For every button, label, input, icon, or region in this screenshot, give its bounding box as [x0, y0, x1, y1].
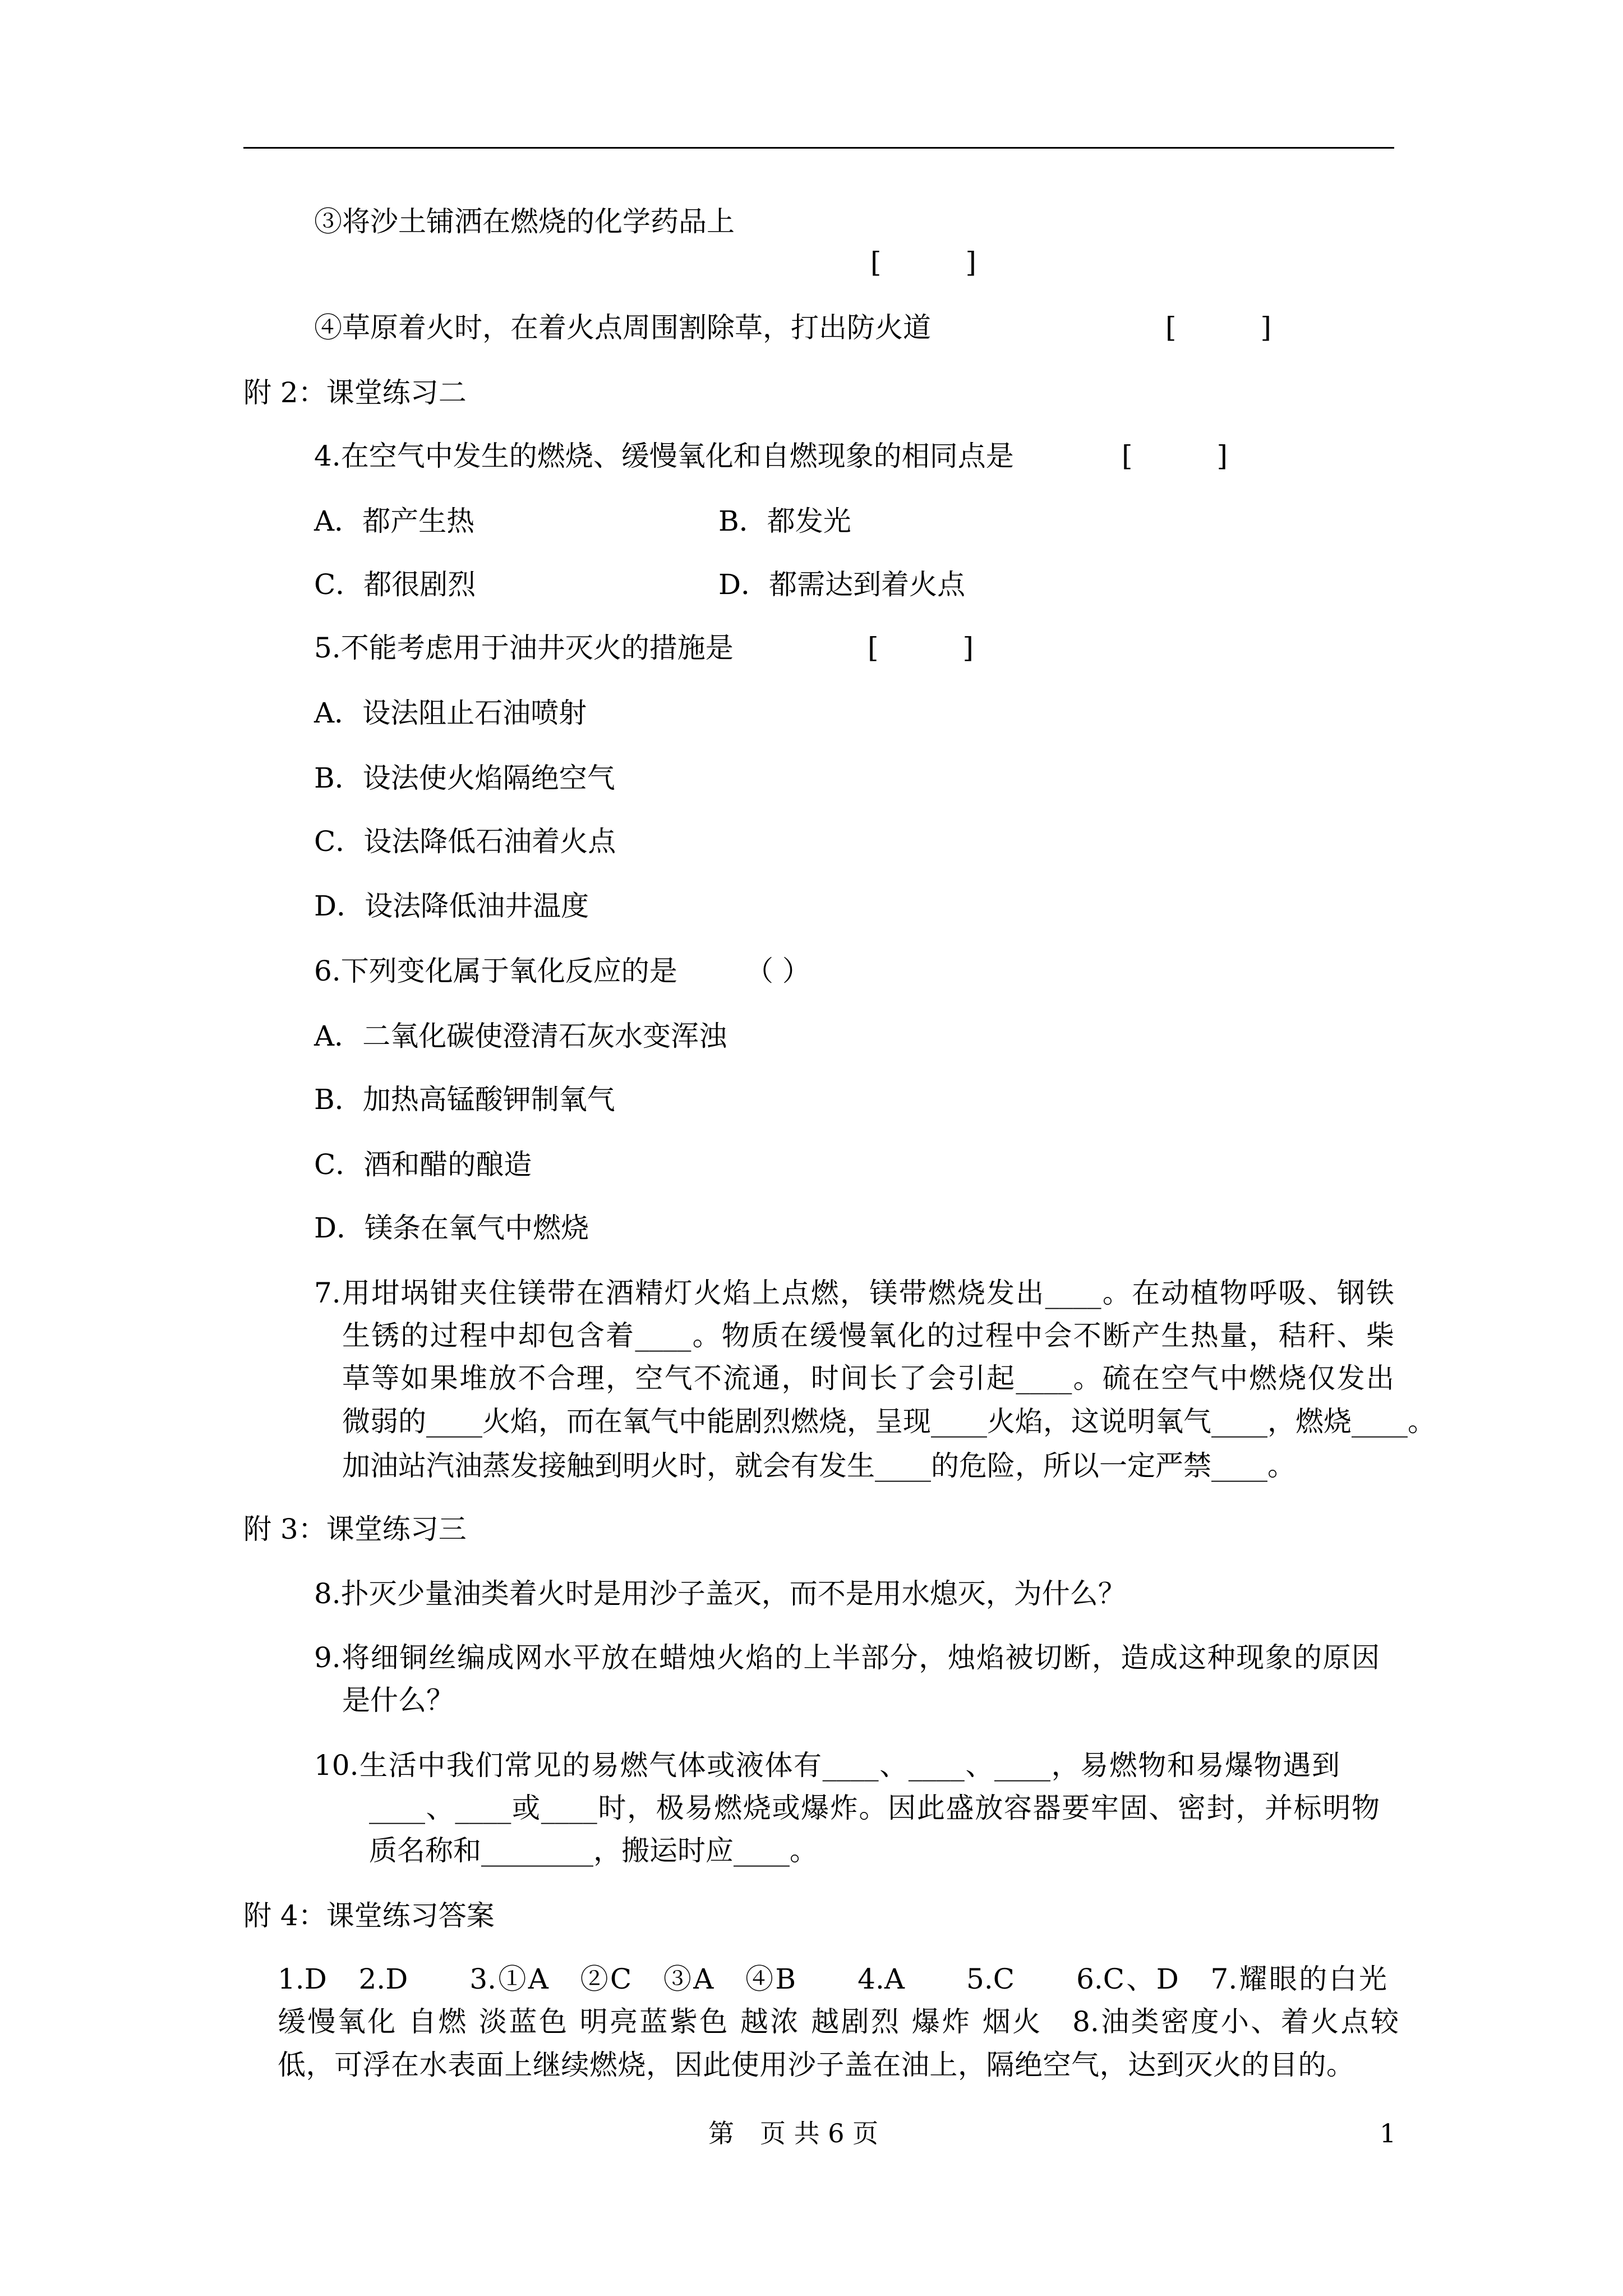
q7-line-3: 草等如果堆放不合理，空气不流通，时间长了会引起____。硫在空气中燃烧仅发出	[342, 1362, 1394, 1395]
appendix2-heading: 附 2：课堂练习二	[243, 376, 467, 409]
answers-line-3: 低，可浮在水表面上继续燃烧，因此使用沙子盖在油上，隔绝空气，达到灭火的目的。	[278, 2049, 1354, 2081]
answers-line-2: 缓慢氧化 自燃 淡蓝色 明亮蓝紫色 越浓 越剧烈 爆炸 烟火 8.油类密度小、着火点较	[278, 2005, 1399, 2038]
q5-answer-bracket: [ ]	[868, 632, 974, 664]
q5-stem: 5.不能考虑用于油井灭火的措施是	[314, 632, 734, 664]
footer-page-label: 第 页 共 6 页	[708, 2118, 879, 2148]
q5-option-d: D．设法降低油井温度	[314, 890, 589, 922]
q6-option-a: A．二氧化碳使澄清石灰水变浑浊	[314, 1020, 727, 1052]
q10-line-2: ____、____或____时，极易燃烧或爆炸。因此盛放容器要牢固、密封，并标明物	[369, 1792, 1380, 1824]
q5-option-a: A．设法阻止石油喷射	[314, 697, 587, 729]
footer-page-number: 1	[1380, 2118, 1396, 2148]
q7-line-1: 7.用坩埚钳夹住镁带在酒精灯火焰上点燃，镁带燃烧发出____。在动植物呼吸、钢铁	[314, 1277, 1394, 1309]
q7-line-5: 加油站汽油蒸发接触到明火时，就会有发生____的危险，所以一定严禁____。	[342, 1450, 1295, 1482]
q4-option-c: C．都很剧烈	[314, 568, 476, 601]
q8-stem: 8.扑灭少量油类着火时是用沙子盖灭，而不是用水熄灭，为什么？	[314, 1577, 1126, 1610]
q9-line-2: 是什么？	[342, 1684, 454, 1717]
practice1-item4-answer-bracket: [ ]	[1165, 311, 1272, 344]
q4-option-a: A．都产生热	[314, 505, 475, 537]
q4-option-d: D．都需达到着火点	[718, 568, 966, 601]
q5-option-c: C．设法降低石油着火点	[314, 825, 616, 858]
appendix4-heading: 附 4：课堂练习答案	[243, 1899, 495, 1932]
q10-line-3: 质名称和________，搬运时应____。	[369, 1834, 818, 1867]
appendix3-heading: 附 3：课堂练习三	[243, 1513, 467, 1545]
practice1-item3-answer-bracket: [ ]	[870, 246, 977, 279]
practice1-item3: ③将沙土铺洒在燃烧的化学药品上	[314, 205, 735, 238]
q4-answer-bracket: [ ]	[1122, 440, 1228, 472]
practice1-item4: ④草原着火时，在着火点周围割除草，打出防火道	[314, 311, 931, 344]
q9-line-1: 9.将细铜丝编成网水平放在蜡烛火焰的上半部分，烛焰被切断，造成这种现象的原因	[314, 1641, 1380, 1674]
q6-answer-bracket: （ ）	[745, 955, 810, 987]
q7-line-2: 生锈的过程中却包含着____。物质在缓慢氧化的过程中会不断产生热量，秸秆、柴	[342, 1319, 1394, 1352]
q4-stem: 4.在空气中发生的燃烧、缓慢氧化和自燃现象的相同点是	[314, 440, 1014, 472]
q6-stem: 6.下列变化属于氧化反应的是	[314, 955, 677, 987]
q10-line-1: 10.生活中我们常见的易燃气体或液体有____、____、____，易燃物和易爆物遇到	[314, 1749, 1340, 1782]
q5-option-b: B．设法使火焰隔绝空气	[314, 762, 615, 794]
q6-option-c: C．酒和醋的酿造	[314, 1148, 532, 1181]
q6-option-b: B．加热高锰酸钾制氧气	[314, 1083, 615, 1116]
q6-option-d: D．镁条在氧气中燃烧	[314, 1212, 589, 1244]
answers-line-1: 1.D 2.D 3.①A ②C ③A ④B 4.A 5.C 6.C、D 7.耀眼的白光	[278, 1963, 1387, 1995]
header-rule	[243, 147, 1394, 149]
q7-line-4: 微弱的____火焰，而在氧气中能剧烈燃烧，呈现____火焰，这说明氧气____，燃烧____。	[342, 1405, 1436, 1438]
q4-option-b: B．都发光	[718, 505, 851, 537]
